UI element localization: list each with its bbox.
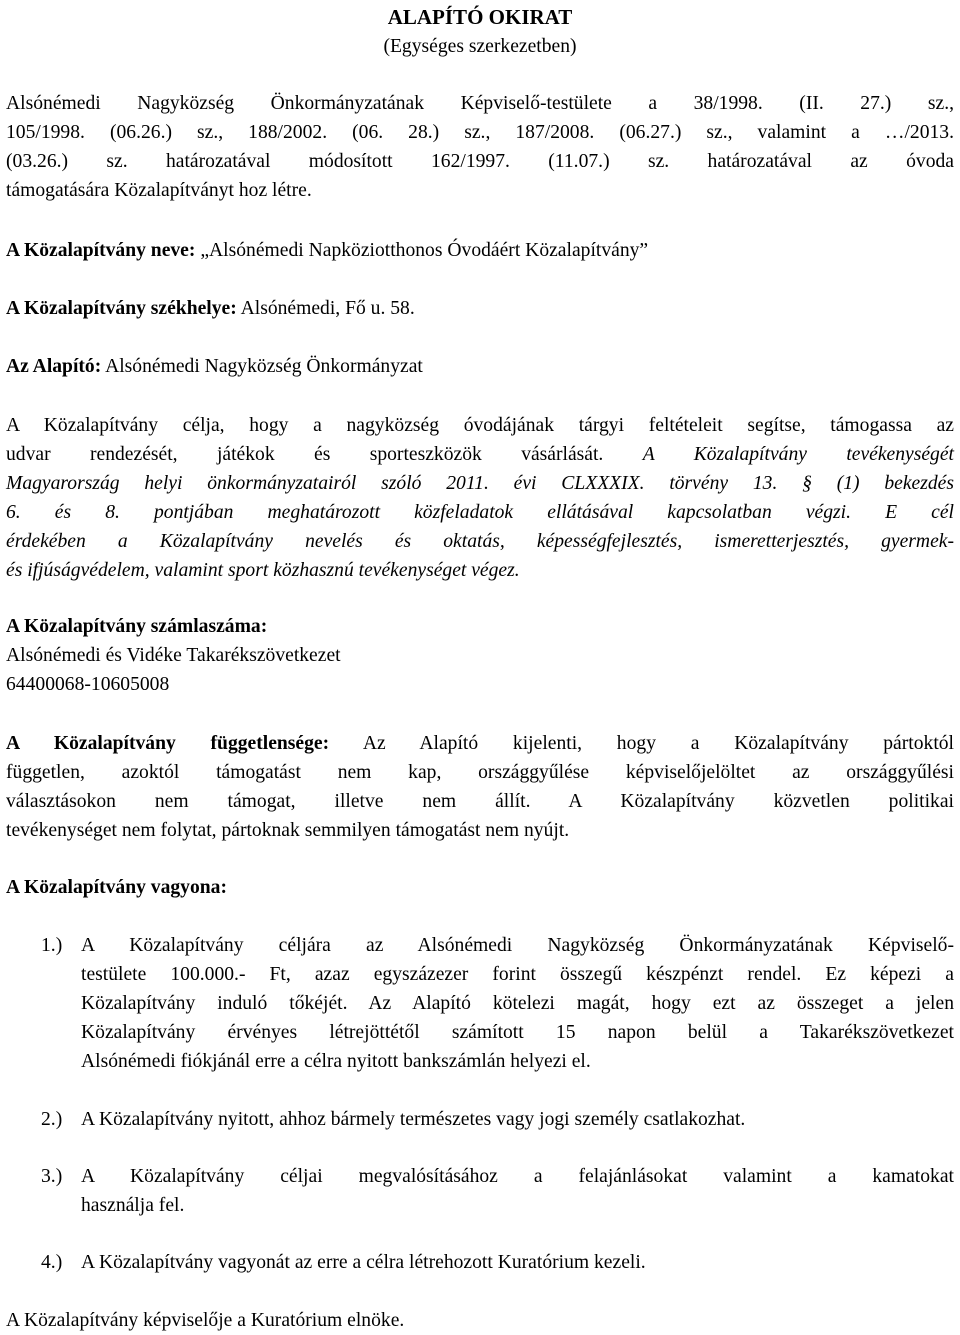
list-item-number: 1.) xyxy=(41,935,63,956)
purpose-line: A Közalapítvány célja, hogy a nagyközség óvodájának tárgyi feltételeit segítse, támogassa az xyxy=(6,415,954,436)
list-item-line: Alsónémedi fiókjánál erre a célra nyitott bankszámlán helyezi el. xyxy=(81,1051,591,1072)
document-subtitle: (Egységes szerkezetben) xyxy=(383,36,577,57)
independence-line: független, azoktól támogatást nem kap, országgyűlése képviselőjelöltet az országgyűlési xyxy=(6,762,954,783)
list-item-body xyxy=(81,1248,954,1277)
purpose-line-2-italic: A Közalapítvány tevékenységét xyxy=(642,444,954,465)
founder-section xyxy=(6,352,954,381)
account-bank: Alsónémedi és Vidéke Takarékszövetkezet xyxy=(6,645,341,666)
list-item-number: 4.) xyxy=(41,1252,63,1273)
founder-value: Alsónémedi Nagyközség Önkormányzat xyxy=(105,356,423,377)
purpose-line: érdekében a Közalapítvány nevelés és oktatás, képességfejlesztés, ismeretterjesztés, gyermek- xyxy=(6,531,954,552)
name-label: A Közalapítvány neve: xyxy=(6,240,196,261)
list-item-line: Közalapítvány induló tőkéjét. Az Alapító kötelezi magát, hogy ezt az összeget a jelen xyxy=(81,993,954,1014)
list-item-line: A Közalapítvány céljára az Alsónémedi Nagyközség Önkormányzatának Képviselő- xyxy=(81,935,954,956)
founder-label: Az Alapító: xyxy=(6,356,102,377)
list-item xyxy=(41,1105,954,1134)
list-item-body xyxy=(81,1162,954,1220)
intro-line: 105/1998. (06.26.) sz., 188/2002. (06. 28.) sz., 187/2008. (06.27.) sz., valamint a …/2013. xyxy=(6,122,954,143)
account-number: 64400068-10605008 xyxy=(6,674,170,695)
list-item-body xyxy=(81,1105,954,1134)
name-value: „Alsónémedi Napköziotthonos Óvodáért Közalapítvány” xyxy=(200,240,649,261)
seat-value: Alsónémedi, Fő u. 58. xyxy=(240,298,415,319)
list-item xyxy=(41,931,954,1076)
purpose-line: Magyarország helyi önkormányzatairól szóló 2011. évi CLXXXIX. törvény 13. § (1) bekezdés xyxy=(6,473,954,494)
purpose-line-2 xyxy=(6,440,954,469)
document-title: ALAPÍTÓ OKIRAT xyxy=(387,5,573,29)
intro-line: (03.26.) sz. határozatával módosított 162/1997. (11.07.) sz. határozatával az óvoda xyxy=(6,151,954,172)
list-item-number: 2.) xyxy=(41,1109,63,1130)
account-section xyxy=(6,612,954,699)
list-item xyxy=(41,1162,954,1220)
purpose-line-2-normal: udvar rendezését, játékok és sporteszközök vásárlását. xyxy=(6,444,604,465)
independence-line: választásokon nem támogat, illetve nem állít. A Közalapítvány közvetlen politikai xyxy=(6,791,954,812)
seat-label: A Közalapítvány székhelye: xyxy=(6,298,237,319)
independence-line: tevékenységet nem folytat, pártoknak semmilyen támogatást nem nyújt. xyxy=(6,820,570,841)
list-item xyxy=(41,1248,954,1277)
list-item-line: testülete 100.000.- Ft, azaz egyszázezer forint összegű készpénzt rendel. Ez képezi a xyxy=(81,964,954,985)
independence-paragraph xyxy=(6,729,954,845)
representative-line: A Közalapítvány képviselője a Kuratórium elnöke. xyxy=(6,1310,405,1331)
list-item-line: használja fel. xyxy=(81,1195,185,1216)
list-item-line: Közalapítvány érvényes létrejöttétől számított 15 napon belül a Takarékszövetkezet xyxy=(81,1022,954,1043)
intro-paragraph xyxy=(6,89,954,205)
purpose-paragraph xyxy=(6,411,954,585)
independence-label: A Közalapítvány függetlensége: xyxy=(6,733,330,754)
purpose-line: 6. és 8. pontjában meghatározott közfeladatok ellátásával kapcsolatban végzi. E cél xyxy=(6,502,954,523)
title-block xyxy=(0,3,960,61)
intro-line: Alsónémedi Nagyközség Önkormányzatának Képviselő-testülete a 38/1998. (II. 27.) sz., xyxy=(6,93,954,114)
intro-line: támogatására Közalapítványt hoz létre. xyxy=(6,180,312,201)
list-item-number: 3.) xyxy=(41,1166,63,1187)
list-item-line: A Közalapítvány nyitott, ahhoz bármely természetes vagy jogi személy csatlakozhat. xyxy=(81,1109,746,1130)
independence-text: Az Alapító kijelenti, hogy a Közalapítvány pártoktól xyxy=(362,733,954,754)
list-item-line: A Közalapítvány vagyonát az erre a célra létrehozott Kuratórium kezeli. xyxy=(81,1252,646,1273)
assets-heading-row xyxy=(6,873,954,902)
list-item-body xyxy=(81,931,954,1076)
assets-label: A Közalapítvány vagyona: xyxy=(6,877,227,898)
name-section xyxy=(6,236,954,265)
independence-line-1 xyxy=(6,729,954,758)
purpose-line: és ifjúságvédelem, valamint sport közhasznú tevékenységet végez. xyxy=(6,560,520,581)
seat-section xyxy=(6,294,954,323)
list-item-line: A Közalapítvány céljai megvalósításához a felajánlásokat valamint a kamatokat xyxy=(81,1166,954,1187)
account-label: A Közalapítvány számlaszáma: xyxy=(6,616,268,637)
